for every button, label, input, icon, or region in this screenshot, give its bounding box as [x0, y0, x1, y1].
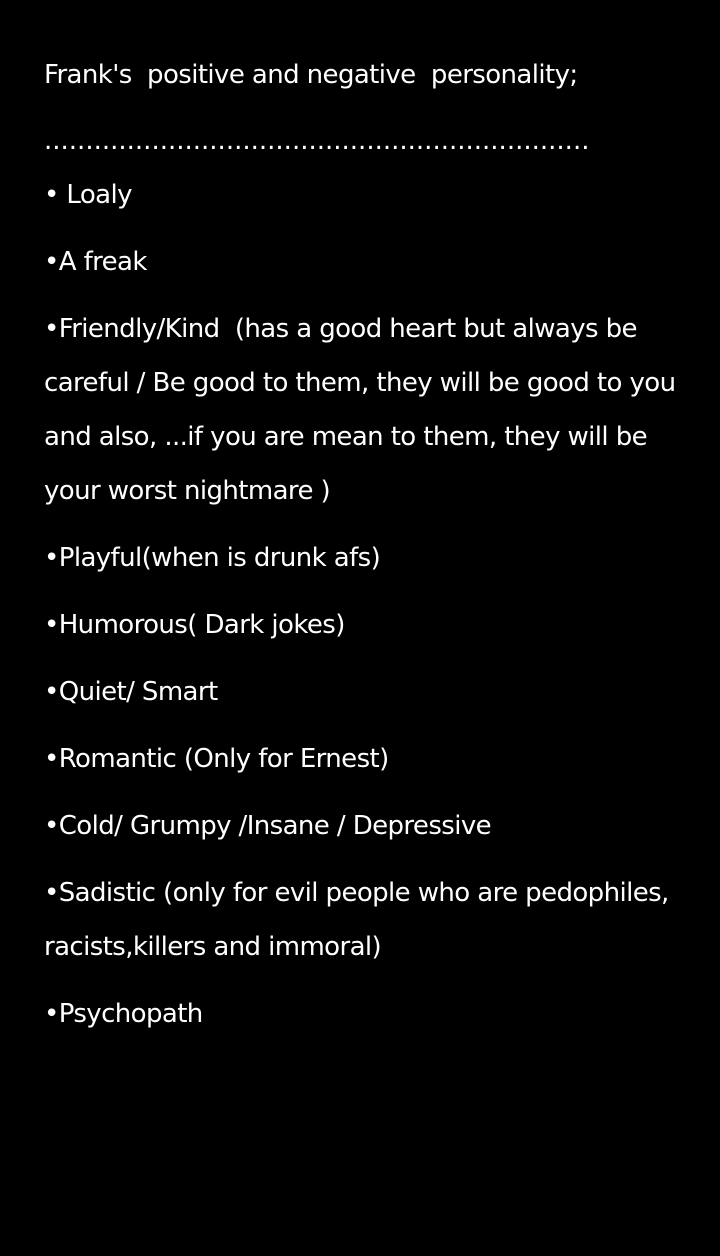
- list-item: • Loaly: [44, 180, 132, 210]
- list-item: •Friendly/Kind (has a good heart but always be careful / Be good to them, they will be good to you and also, ...if you are mean to them, they will be your worst nightmare ): [44, 314, 684, 506]
- list-item: •Cold/ Grumpy /Insane / Depressive: [44, 811, 492, 841]
- list-item: •Romantic (Only for Ernest): [44, 744, 389, 774]
- dotted-divider: ..................................................................: [44, 126, 590, 156]
- list-item: •Playful(when is drunk afs): [44, 543, 381, 573]
- document-title: Frank's positive and negative personality;: [44, 60, 578, 90]
- document-body: [44, 48, 684, 1054]
- list-item: •Quiet/ Smart: [44, 677, 218, 707]
- list-item: •Psychopath: [44, 999, 203, 1029]
- list-item: •Humorous( Dark jokes): [44, 610, 345, 640]
- list-item: •A freak: [44, 247, 147, 277]
- list-item: •Sadistic (only for evil people who are pedophiles, racists,killers and immoral): [44, 878, 677, 962]
